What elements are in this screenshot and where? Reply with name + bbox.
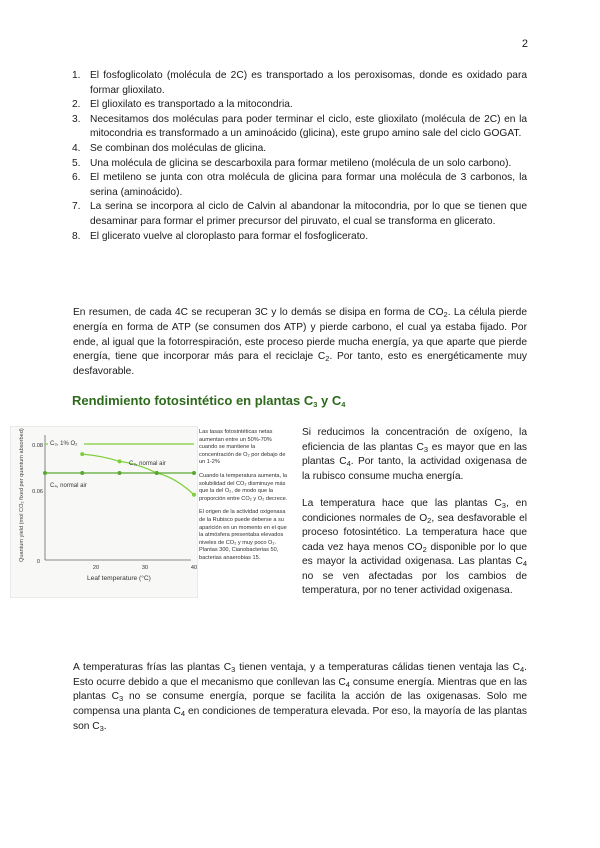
page-number: 2 — [521, 38, 528, 50]
text-span: , sea desfavorable el proceso fotosintético. La temperatura hace que cada vez haya menos CO — [302, 512, 528, 553]
list-item — [72, 113, 527, 142]
subscript: 4 — [519, 665, 525, 674]
summary-text-1: En resumen, de cada 4C se recuperan 3C y lo demás se disipa en forma de CO — [73, 307, 444, 318]
x-tick-label: 40 — [190, 565, 198, 571]
subscript: 3 — [99, 723, 104, 733]
list-item — [72, 69, 527, 98]
list-text: Necesitamos dos moléculas para poder terminar el ciclo, este glioxilato (molécula de 2C) en la mitocondria es transformado a un aminoácido (glicina), este grupo amino sale del ciclo GOGAT. — [90, 113, 527, 140]
subscript: 3 — [313, 400, 318, 409]
data-point — [80, 452, 84, 456]
list-number: 4. — [72, 142, 81, 154]
list-text: El metileno se junta con otra molécula de glicina para formar una molécula de 3 carbonos, la serina (aminoácido). — [90, 172, 527, 198]
list-text: El glicerato vuelve al cloroplasto para formar el fosfoglicerato. — [90, 230, 369, 242]
list-item — [72, 142, 527, 157]
conclusion-paragraph — [73, 661, 527, 735]
c3-air-label: C₃, normal air — [129, 461, 166, 467]
subscript: 4 — [341, 400, 346, 409]
list-number: 2. — [72, 99, 81, 111]
subscript: 2 — [325, 354, 330, 364]
data-point — [155, 471, 159, 475]
y-axis-label: Quantum yield (mol CO₂ fixed per quantum absorbed) — [19, 428, 25, 562]
subscript: 4 — [180, 709, 186, 719]
caption-paragraph: El origen de la actividad oxigenasa de la Rubisco puede deberse a su aparición en un momento en el que la atmósfera presentaba elevados niveles de CO₂ y muy poco O₂. Plantas 300, Cianobacterias 50, bacterias anaerobias 15. — [199, 509, 287, 561]
subscript: 4 — [346, 459, 351, 468]
list-item — [72, 230, 527, 245]
text-span: La temperatura hace que las plantas C — [302, 498, 502, 509]
subscript: 2 — [427, 515, 432, 525]
x-axis-label: Leaf temperature (°C) — [87, 575, 151, 582]
list-item — [72, 200, 527, 229]
summary-text-3: . Por tanto, esto es energéticamente muy desfavorable. — [73, 351, 527, 378]
y-tick-label: 0.06 — [32, 489, 43, 495]
list-text: El glioxilato es transportado a la mitocondria. — [90, 99, 293, 111]
text-span: Si reducimos la concentración de oxígeno, la eficiencia de las plantas C — [302, 427, 527, 453]
caption-paragraph: Cuando la temperatura aumenta, la solubilidad del CO₂ disminuye más que la del O₂, de modo que la proporción entre CO₂ y O₂ decrece. — [199, 472, 288, 502]
summary-text-2: . La célula pierde energía en forma de ATP (se consumen dos ATP) y pierde carbono, el cual ya estaba fijado. Por ende, al igual que la fotorrespiración, este proceso pierde mucha energía, ya que aparte que pierde energía, tiene que incorporar más para el reciclaje C — [73, 307, 528, 363]
subscript: 3 — [501, 501, 506, 510]
data-point — [118, 459, 122, 463]
subscript: 3 — [231, 665, 236, 674]
subscript: 3 — [119, 694, 124, 704]
figure-caption — [199, 429, 289, 569]
list-item — [72, 171, 527, 200]
c3-low-o2-label: C₃, 1% O₂ — [50, 441, 78, 447]
quantum-yield-chart — [11, 427, 199, 599]
list-number: 1. — [72, 70, 81, 81]
text-span: es mayor que en las plantas C — [302, 441, 527, 467]
y-tick-label: 0 — [36, 559, 40, 565]
list-item — [72, 98, 527, 113]
subscript: 3 — [423, 444, 429, 454]
text-span: . Por tanto, la actividad oxigenasa de la rubisco consume mucha energía. — [302, 456, 527, 482]
list-text: Se combinan dos moléculas de glicina. — [90, 142, 267, 154]
text-span: . — [103, 720, 107, 732]
text-span: en condiciones de temperatura elevada. Por eso, la mayoría de las plantas son C — [73, 706, 528, 732]
text-span: . Esto ocurre debido a que el mecanismo que conllevan las C — [73, 662, 527, 688]
subscript: 2 — [443, 310, 448, 319]
oxygen-paragraph — [302, 426, 527, 484]
text-span: , en condiciones normales de O — [302, 498, 527, 524]
list-number: 3. — [72, 113, 81, 125]
text-span: disponible por lo que es mayor la actividad oxigenasa. Las plantas C — [302, 541, 527, 567]
steps-list — [72, 69, 527, 244]
caption-paragraph: Las tasas fotosintéticas netas aumentan entre un 50%-70% cuando se mantiene la concentración de O₂ por debajo de un 1-2% — [199, 429, 286, 466]
list-number: 8. — [72, 230, 81, 242]
subscript: 4 — [522, 559, 527, 568]
right-column-text — [302, 426, 527, 612]
list-number: 5. — [72, 157, 81, 169]
list-text: Una molécula de glicina se descarboxila para formar metileno (molécula de un solo carbono). — [90, 157, 512, 169]
data-point — [192, 493, 196, 497]
x-tick-label: 30 — [141, 565, 149, 571]
title-text-1: Rendimiento fotosintético en plantas C — [72, 393, 314, 408]
quantum-yield-figure — [10, 426, 198, 598]
text-span: no se consume energía, porque se facilita la acción de las oxigenasas. Solo me compensa una planta C — [73, 691, 527, 718]
c4-air-label: C₄, normal air — [50, 483, 87, 489]
subscript: 2 — [422, 544, 427, 554]
y-tick-label: 0.08 — [32, 443, 43, 449]
data-point — [118, 471, 122, 475]
text-span: A temperaturas frías las plantas C — [73, 662, 232, 673]
text-span: no se ven afectadas por los cambios de temperatura, por no tener actividad oxigenasa. — [302, 570, 527, 596]
list-number: 7. — [72, 201, 81, 213]
list-item — [72, 157, 527, 172]
list-number: 6. — [72, 172, 81, 184]
subscript: 4 — [345, 679, 350, 689]
section-title — [72, 393, 345, 408]
temperature-paragraph — [302, 497, 527, 599]
text-span: tienen ventaja, y a temperaturas cálidas tienen ventaja las C — [235, 662, 520, 673]
title-text-2: y C — [317, 393, 342, 408]
data-point — [192, 471, 196, 475]
list-text: El fosfoglicolato (molécula de 2C) es transportado a los peroxisomas, donde es oxidado para formar glioxilato. — [90, 70, 527, 96]
x-tick-label: 20 — [92, 565, 100, 571]
text-span: consume energía. Mientras que en las plantas C — [73, 676, 527, 703]
data-point — [80, 471, 84, 475]
data-point — [43, 471, 47, 475]
summary-paragraph — [73, 306, 527, 380]
list-text: La serina se incorpora al ciclo de Calvin al abandonar la mitocondria, por lo que se tienen que desaminar para formar el primer precursor del piruvato, el cual se transforma en glicerato. — [90, 201, 527, 227]
